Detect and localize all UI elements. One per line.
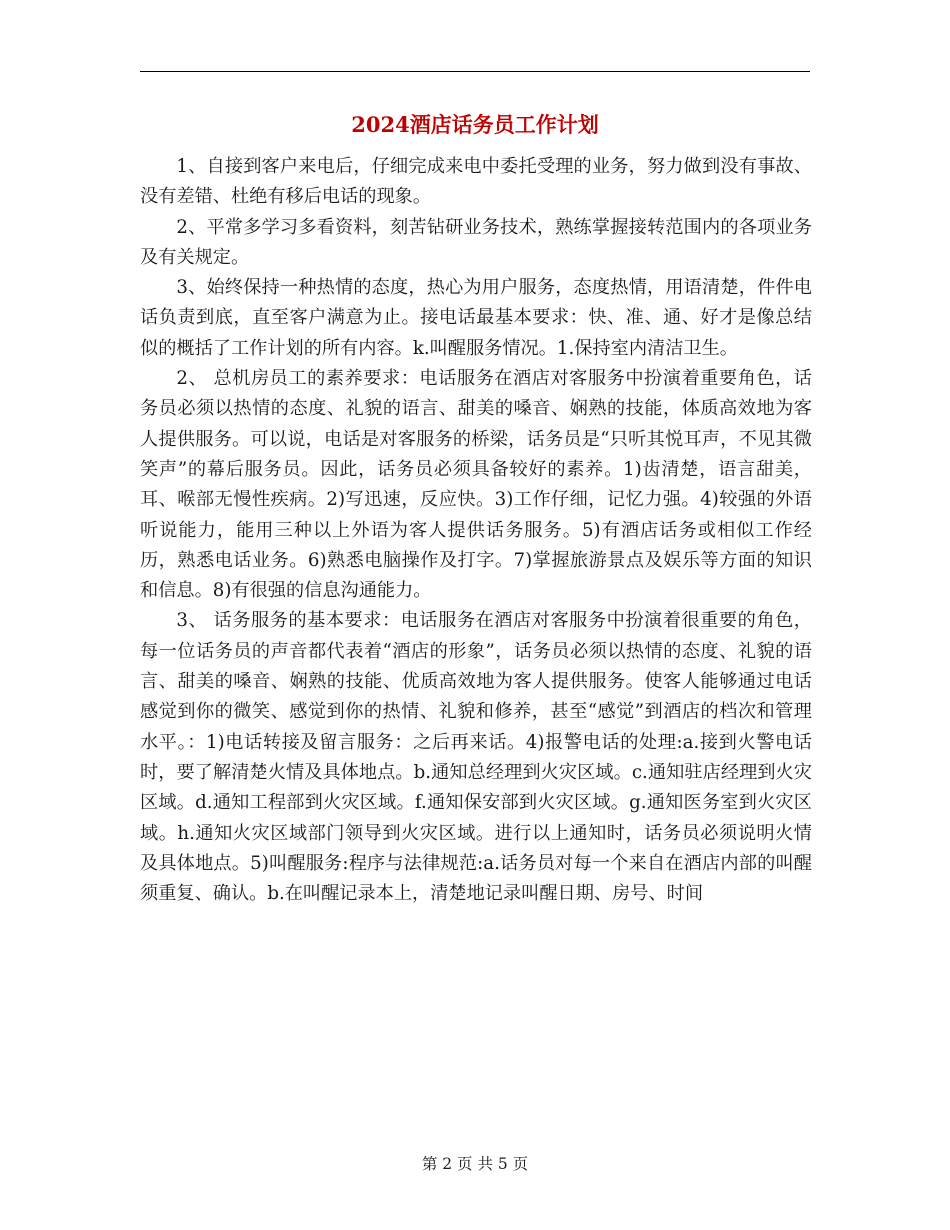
document-title: 2024酒店话务员工作计划 [351, 112, 599, 137]
header-rule [140, 71, 810, 72]
paragraph-5: 3、 话务服务的基本要求：电话服务在酒店对客服务中扮演着很重要的角色，每一位话务员的声音都代表着“酒店的形象”，话务员必须以热情的态度、礼貌的语言、甜美的嗓音、娴熟的技能、优质高效地为客人提供服务。使客人能够通过电话感觉到你的微笑、感觉到你的热情、礼貌和修养，甚至“感觉”到酒店的档次和管理水平。：1)电话转接及留言服务：之后再来话。4)报警电话的处理:a.接到火警电话时，要了解清楚火情及具体地点。b.通知总经理到火灾区域。c.通知驻店经理到火灾区域。d.通知工程部到火灾区域。f.通知保安部到火灾区域。g.通知医务室到火灾区域。h.通知火灾区域部门领导到火灾区域。进行以上通知时，话务员必须说明火情及具体地点。5)叫醒服务:程序与法律规范:a.话务员对每一个来自在酒店内部的叫醒须重复、确认。b.在叫醒记录本上，清楚地记录叫醒日期、房号、时间 [140, 610, 812, 905]
paragraph-4: 2、 总机房员工的素养要求：电话服务在酒店对客服务中扮演着重要角色，话务员必须以热情的态度、礼貌的语言、甜美的嗓音、娴熟的技能，体质高效地为客人提供服务。可以说，电话是对客服务的桥梁，话务员是“只听其悦耳声，不见其微笑声”的幕后服务员。因此，话务员必须具备较好的素养。1)齿清楚，语言甜美，耳、喉部无慢性疾病。2)写迅速，反应快。3)工作仔细，记忆力强。4)较强的外语听说能力，能用三种以上外语为客人提供话务服务。5)有酒店话务或相似工作经历，熟悉电话业务。6)熟悉电脑操作及打字。7)掌握旅游景点及娱乐等方面的知识和信息。8)有很强的信息沟通能力。 [140, 368, 812, 602]
paragraph-1: 1、自接到客户来电后，仔细完成来电中委托受理的业务，努力做到没有事故、没有差错、杜绝有移后电话的现象。 [140, 156, 812, 208]
page-number: 第 2 页 共 5 页 [421, 1155, 529, 1173]
paragraph-3: 3、始终保持一种热情的态度，热心为用户服务，态度热情，用语清楚，件件电话负责到底，直至客户满意为止。接电话最基本要求：快、准、通、好才是像总结似的概括了工作计划的所有内容。k.叫醒服务情况。1.保持室内清洁卫生。 [140, 277, 812, 359]
document-body [140, 152, 812, 909]
paragraph-2: 2、平常多学习多看资料，刻苦钻研业务技术，熟练掌握接转范围内的各项业务及有关规定。 [140, 216, 812, 268]
